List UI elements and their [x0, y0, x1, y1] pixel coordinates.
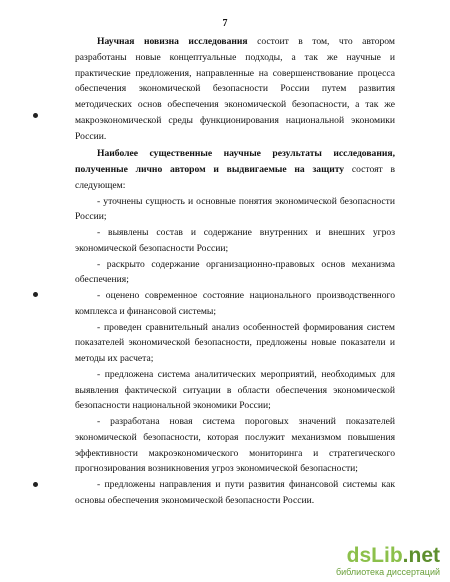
novelty-text: состоит в том, что автором разработаны новые концептуальные подходы, а так же научные и практические предложения, направленные на совершенствование процесса обеспечения экономической безопасности России путем развития методических основ обеспечения экономической безопасности, а так же макроэкономической среды функционирования национальной экономики России.: [75, 36, 395, 142]
results-heading: Наиболее существенные научные результаты исследования, полученные лично автором и выдвигаемые на защиту: [75, 148, 395, 175]
margin-dot-marker: [33, 113, 38, 118]
page-number: 7: [222, 18, 228, 29]
list-item: - разработана новая система пороговых значений показателей экономической безопасности, которая послужит механизмом повышения эффективности макроэкономического мониторинга и стратегического прогнозирования возникновения угроз экономической безопасности;: [75, 416, 395, 475]
list-item: - предложена система аналитических мероприятий, необходимых для выявления фактической ситуации в области обеспечения экономической безопасности национальной экономики России;: [75, 368, 395, 412]
list-item: - выявлены состав и содержание внутренних и внешних угроз экономической безопасности России;: [75, 227, 395, 254]
novelty-paragraph: [75, 34, 395, 144]
novelty-heading: Научная новизна исследования: [97, 36, 248, 47]
watermark-subtitle: библиотека диссертаций: [335, 567, 440, 577]
results-paragraph: [75, 146, 395, 193]
results-text: состоят в следующем:: [75, 164, 395, 191]
margin-dot-marker: [33, 292, 38, 297]
list-item: - проведен сравнительный анализ особенностей формирования систем показателей экономической безопасности, предложены новые показатели и методы их расчета;: [75, 321, 395, 364]
margin-dot-marker: [33, 482, 38, 487]
dslib-watermark: [336, 545, 440, 578]
list-item: - уточнены сущность и основные понятия экономической безопасности России;: [75, 195, 395, 223]
list-item: - предложены направления и пути развития финансовой системы как основы обеспечения экономической безопасности России.: [75, 479, 395, 506]
list-item: - раскрыто содержание организационно-правовых основ механизма обеспечения;: [75, 258, 395, 286]
list-item: - оценено современное состояние национального производственного комплекса и финансовой системы;: [75, 290, 395, 317]
document-body: [75, 34, 395, 509]
watermark-logo: dsLib.net: [346, 544, 440, 567]
